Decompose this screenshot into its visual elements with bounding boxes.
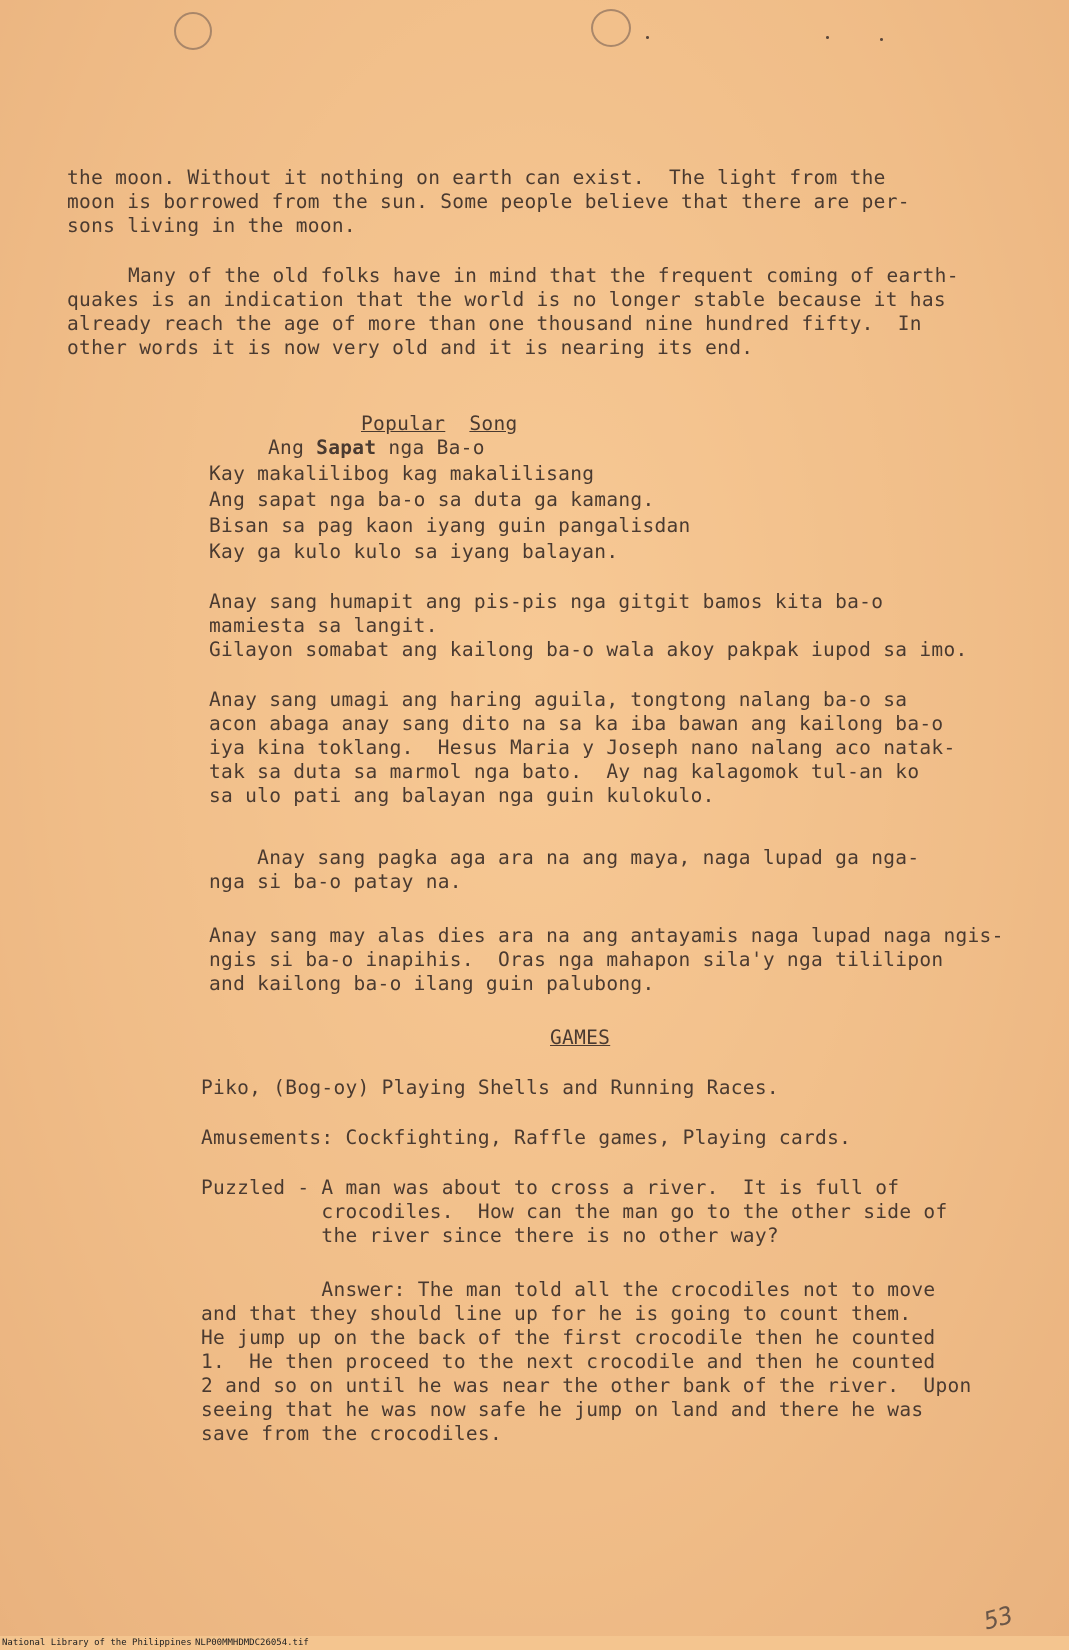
footer-filename: NLP00MMHDMDC26054.tif <box>195 1638 309 1648</box>
punch-hole-right <box>591 9 631 47</box>
text-line: Many of the old folks have in mind that the frequent coming of earth- <box>128 264 959 287</box>
answer-line: and that they should line up for he is going to count them. <box>201 1302 912 1325</box>
song-line: Gilayon somabat ang kailong ba-o wala akoy pakpak iupod sa imo. <box>209 638 968 661</box>
song-line: Anay sang humapit ang pis-pis nga gitgit bamos kita ba-o <box>209 590 884 613</box>
speck <box>826 36 829 39</box>
song-heading <box>361 412 518 436</box>
speck <box>646 36 649 39</box>
text-line: the moon. Without it nothing on earth can exist. The light from the <box>67 166 886 189</box>
song-heading-word: Song <box>469 412 518 435</box>
amusements-line: Amusements: Cockfighting, Raffle games, Playing cards. <box>201 1126 852 1149</box>
song-title <box>268 436 485 460</box>
song-line: and kailong ba-o ilang guin palubong. <box>209 972 655 995</box>
song-title-part: nga Ba-o <box>376 436 485 459</box>
song-line: iya kina toklang. Hesus Maria y Joseph nano nalang aco natak- <box>209 736 956 759</box>
puzzle-line: crocodiles. How can the man go to the other side of <box>201 1200 948 1223</box>
puzzle-line: Puzzled - A man was about to cross a river. It is full of <box>201 1176 900 1199</box>
answer-line: save from the crocodiles. <box>201 1422 502 1445</box>
song-line: tak sa duta sa marmol nga bato. Ay nag kalagomok tul-an ko <box>209 760 920 783</box>
text-line: other words it is now very old and it is nearing its end. <box>67 336 754 359</box>
text-line: already reach the age of more than one thousand nine hundred fifty. In <box>67 312 922 335</box>
song-line: Anay sang umagi ang haring aguila, tongtong nalang ba-o sa <box>209 688 908 711</box>
song-title-part: Ang <box>268 436 317 459</box>
games-heading: GAMES <box>550 1026 611 1049</box>
song-line: Anay sang pagka aga ara na ang maya, naga lupad ga nga- <box>209 846 920 869</box>
punch-hole-left <box>174 12 212 50</box>
song-line: sa ulo pati ang balayan nga guin kulokulo. <box>209 784 715 807</box>
song-line: Ang sapat nga ba-o sa duta ga kamang. <box>209 488 655 511</box>
text-line: sons living in the moon. <box>67 214 356 237</box>
answer-line: seeing that he was now safe he jump on land and there he was <box>201 1398 924 1421</box>
song-line: ngis si ba-o inapihis. Oras nga mahapon sila'y nga tililipon <box>209 948 944 971</box>
games-list: Piko, (Bog-oy) Playing Shells and Running Races. <box>201 1076 779 1099</box>
answer-line: 2 and so on until he was near the other bank of the river. Upon <box>201 1374 972 1397</box>
text-line: moon is borrowed from the sun. Some people believe that there are per- <box>67 190 910 213</box>
song-line: Kay makalilibog kag makalilisang <box>209 462 595 485</box>
footer-bar <box>0 1636 1069 1650</box>
answer-line: He jump up on the back of the first crocodile then he counted <box>201 1326 936 1349</box>
song-line: Anay sang may alas dies ara na ang antayamis naga lupad naga ngis- <box>209 924 1004 947</box>
answer-line: Answer: The man told all the crocodiles not to move <box>201 1278 936 1301</box>
speck <box>880 38 883 41</box>
song-line: mamiesta sa langit. <box>209 614 438 637</box>
song-heading-word: Popular <box>361 412 446 435</box>
footer-library: National Library of the Philippines <box>2 1638 192 1648</box>
song-line: nga si ba-o patay na. <box>209 870 462 893</box>
page-number: 53 <box>980 1600 1017 1636</box>
song-title-part: Sapat <box>316 436 377 459</box>
song-line: Bisan sa pag kaon iyang guin pangalisdan <box>209 514 691 537</box>
text-line: quakes is an indication that the world is no longer stable because it has <box>67 288 946 311</box>
puzzle-line: the river since there is no other way? <box>201 1224 779 1247</box>
answer-line: 1. He then proceed to the next crocodile and then he counted <box>201 1350 936 1373</box>
song-line: acon abaga anay sang dito na sa ka iba bawan ang kailong ba-o <box>209 712 944 735</box>
song-line: Kay ga kulo kulo sa iyang balayan. <box>209 540 619 563</box>
